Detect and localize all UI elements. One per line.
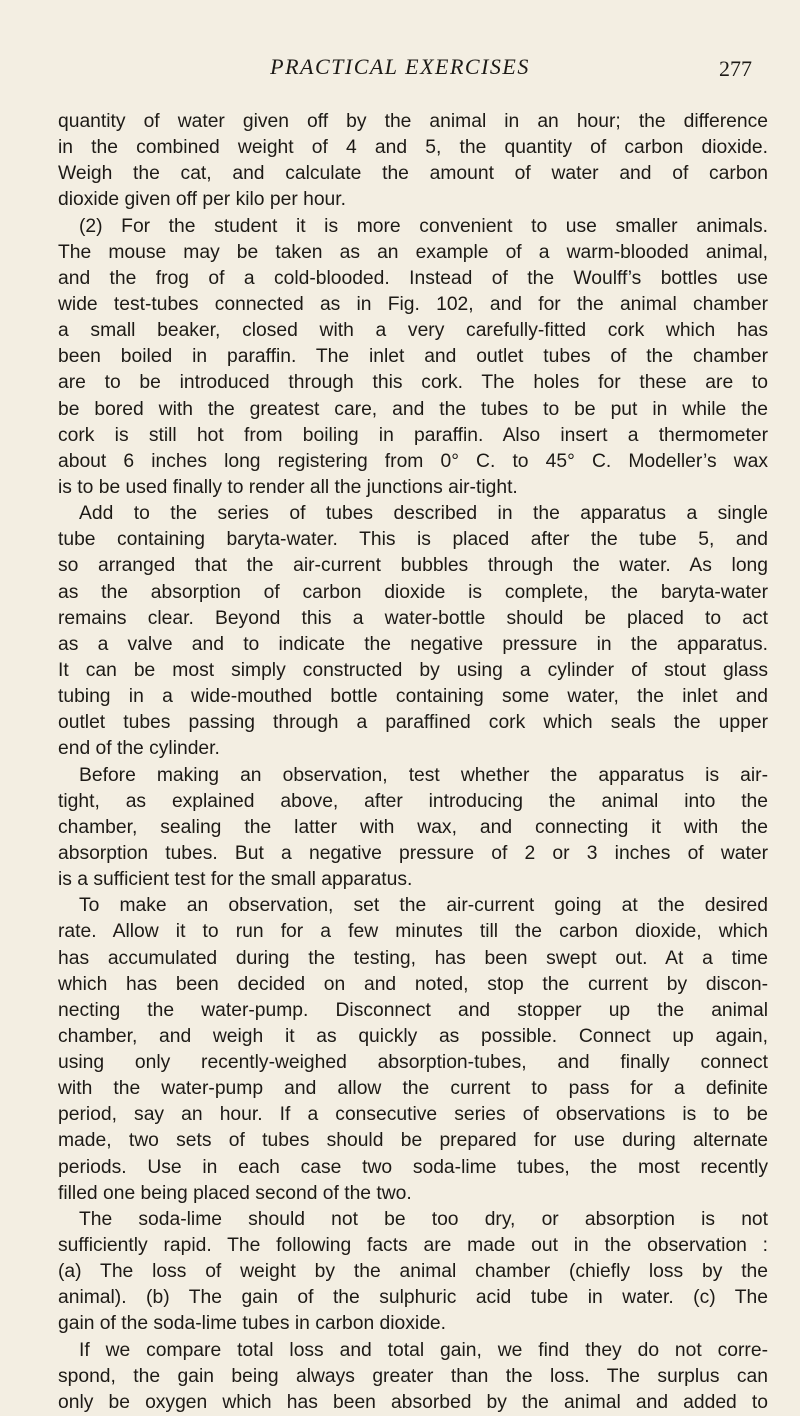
text-line: rate. Allow it to run for a few minutes till the carbon dioxide, which bbox=[58, 921, 768, 943]
text-line: The soda-lime should not be too dry, or absorption is not bbox=[79, 1208, 768, 1230]
running-title: PRACTICAL EXERCISES bbox=[270, 54, 530, 79]
text-line: only be oxygen which has been absorbed by the animal and added to bbox=[58, 1391, 768, 1413]
text-line: been boiled in paraffin. The inlet and outlet tubes of the chamber bbox=[58, 346, 768, 368]
text-line: as a valve and to indicate the negative pressure in the apparatus. bbox=[58, 633, 768, 655]
text-line: Weigh the cat, and calculate the amount of water and of carbon bbox=[58, 163, 768, 185]
text-line: about 6 inches long registering from 0° C. to 45° C. Modeller’s wax bbox=[58, 450, 768, 472]
text-line: It can be most simply constructed by using a cylinder of stout glass bbox=[58, 659, 768, 681]
text-line: spond, the gain being always greater than the loss. The surplus can bbox=[58, 1365, 768, 1387]
text-line: cork is still hot from boiling in paraffin. Also insert a thermometer bbox=[58, 424, 768, 446]
text-line: periods. Use in each case two soda-lime tubes, the most recently bbox=[58, 1156, 768, 1178]
text-line: Add to the series of tubes described in the apparatus a single bbox=[79, 503, 768, 525]
text-line: made, two sets of tubes should be prepared for use during alternate bbox=[58, 1130, 768, 1152]
text-line: has accumulated during the testing, has been swept out. At a time bbox=[58, 947, 768, 969]
text-line: (a) The loss of weight by the animal chamber (chiefly loss by the bbox=[58, 1261, 768, 1283]
text-line: chamber, and weigh it as quickly as possible. Connect up again, bbox=[58, 1025, 768, 1047]
page-number: 277 bbox=[719, 56, 752, 81]
text-line: gain of the soda-lime tubes in carbon dioxide. bbox=[58, 1313, 447, 1335]
text-line: period, say an hour. If a consecutive series of observations is to be bbox=[58, 1104, 768, 1126]
running-head bbox=[0, 54, 800, 84]
text-line: with the water-pump and allow the current to pass for a definite bbox=[58, 1078, 768, 1100]
text-line: (2) For the student it is more convenient to use smaller animals. bbox=[79, 215, 768, 237]
text-line: absorption tubes. But a negative pressure of 2 or 3 inches of water bbox=[58, 842, 768, 864]
text-line: a small beaker, closed with a very carefully-fitted cork which has bbox=[58, 320, 768, 342]
text-line: in the combined weight of 4 and 5, the quantity of carbon dioxide. bbox=[58, 137, 768, 159]
text-line: end of the cylinder. bbox=[58, 738, 220, 760]
text-line: tubing in a wide-mouthed bottle containing some water, the inlet and bbox=[58, 686, 768, 708]
text-line: To make an observation, set the air-current going at the desired bbox=[79, 895, 768, 917]
text-line: The mouse may be taken as an example of a warm-blooded animal, bbox=[58, 241, 768, 263]
text-line: If we compare total loss and total gain, we find they do not corre- bbox=[79, 1339, 768, 1361]
text-line: filled one being placed second of the two. bbox=[58, 1182, 412, 1204]
text-line: is a sufficient test for the small apparatus. bbox=[58, 869, 413, 891]
text-line: and the frog of a cold-blooded. Instead of the Woulff’s bottles use bbox=[58, 267, 768, 289]
text-line: as the absorption of carbon dioxide is complete, the baryta-water bbox=[58, 581, 768, 603]
text-line: sufficiently rapid. The following facts are made out in the observation : bbox=[58, 1235, 768, 1257]
text-line: so arranged that the air-current bubbles through the water. As long bbox=[58, 555, 768, 577]
text-line: are to be introduced through this cork. The holes for these are to bbox=[58, 372, 768, 394]
text-line: tight, as explained above, after introducing the animal into the bbox=[58, 790, 768, 812]
text-line: animal). (b) The gain of the sulphuric acid tube in water. (c) The bbox=[58, 1287, 768, 1309]
body-text bbox=[58, 109, 768, 1416]
text-line: outlet tubes passing through a paraffined cork which seals the upper bbox=[58, 712, 768, 734]
text-line: quantity of water given off by the animal in an hour; the difference bbox=[58, 111, 768, 132]
text-line: which has been decided on and noted, stop the current by discon- bbox=[58, 973, 768, 995]
text-line: remains clear. Beyond this a water-bottle should be placed to act bbox=[58, 607, 768, 629]
text-line: tube containing baryta-water. This is placed after the tube 5, and bbox=[58, 529, 768, 551]
text-line: chamber, sealing the latter with wax, and connecting it with the bbox=[58, 816, 768, 838]
text-line: using only recently-weighed absorption-tubes, and finally connect bbox=[58, 1052, 768, 1074]
text-line: is to be used finally to render all the junctions air-tight. bbox=[58, 476, 518, 498]
text-line: be bored with the greatest care, and the tubes to be put in while the bbox=[58, 398, 768, 420]
text-line: dioxide given off per kilo per hour. bbox=[58, 189, 346, 211]
text-line: Before making an observation, test whether the apparatus is air- bbox=[79, 764, 768, 786]
text-line: necting the water-pump. Disconnect and stopper up the animal bbox=[58, 999, 768, 1021]
text-line: wide test-tubes connected as in Fig. 102, and for the animal chamber bbox=[58, 293, 768, 315]
